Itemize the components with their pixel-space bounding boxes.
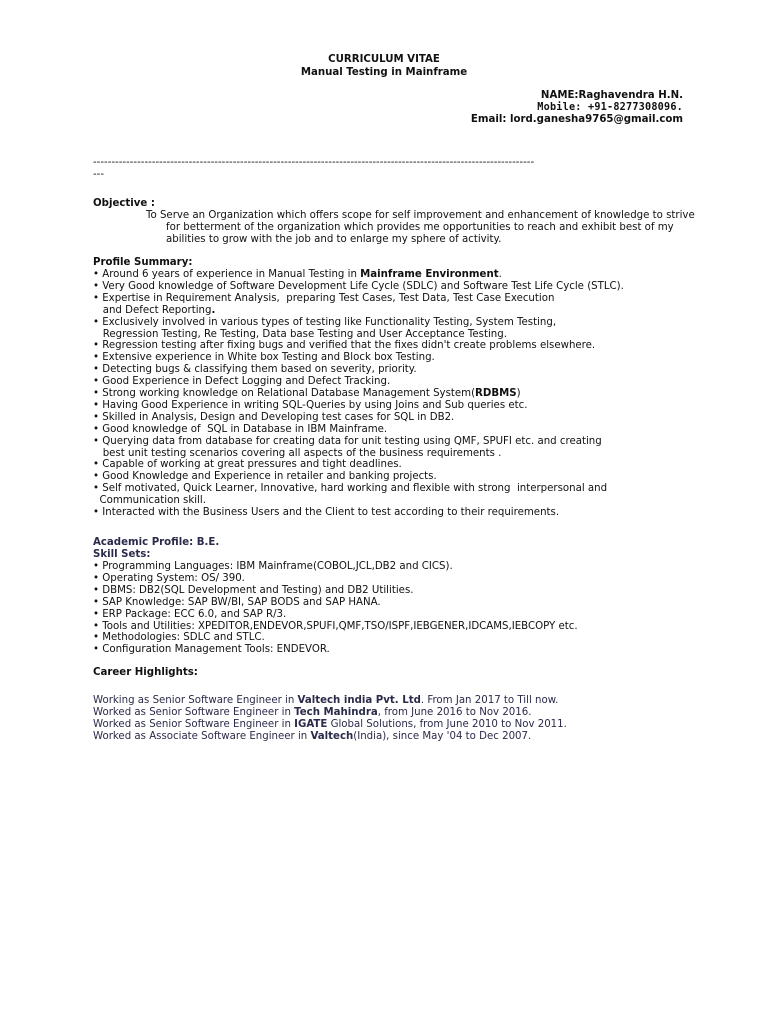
- career-item: [93, 695, 558, 706]
- career-item-text: . From Jan 2017 to Till now.: [420, 695, 559, 706]
- profile-item: [93, 448, 501, 459]
- email-value: lord.ganesha9765@gmail.com: [509, 114, 683, 125]
- career-item-text: , from June 2016 to Nov 2016.: [377, 706, 532, 718]
- profile-item-emphasis: RDBMS: [475, 388, 517, 399]
- profile-item-text: • Strong working knowledge on Relational Database Management System(: [93, 388, 476, 399]
- profile-item: [93, 495, 206, 506]
- profile-item: [93, 317, 556, 328]
- profile-item: [93, 329, 507, 340]
- profile-item: [93, 281, 624, 292]
- profile-item: [93, 269, 502, 280]
- profile-item: [93, 293, 554, 304]
- profile-item: [93, 364, 417, 375]
- document-subtitle: Manual Testing in Mainframe: [300, 67, 468, 78]
- profile-item-text: • Having Good Experience in writing SQL-Queries by using Joins and Sub queries etc.: [93, 399, 528, 411]
- profile-heading: Profile Summary:: [93, 257, 193, 268]
- profile-item: [93, 305, 215, 316]
- career-company: IGATE: [294, 718, 328, 730]
- profile-item-text: ): [516, 388, 521, 399]
- profile-item: [93, 412, 454, 423]
- profile-item-text: and Defect Reporting: [93, 304, 212, 316]
- name-label: NAME:: [540, 90, 579, 101]
- profile-item: [93, 507, 559, 518]
- profile-item: [93, 471, 437, 482]
- divider-line: ------------------------------------------------------------------------------------------------------------------------: [93, 157, 535, 168]
- profile-item-text: • Interacted with the Business Users and the Client to test according to their requirements.: [93, 507, 560, 518]
- profile-item-text: • Extensive experience in White box Testing and Block box Testing.: [93, 352, 435, 364]
- mobile-value: +91-8277308096.: [587, 102, 683, 113]
- skill-item: • Programming Languages: IBM Mainframe(COBOL,JCL,DB2 and CICS).: [93, 561, 453, 572]
- profile-item-text: • Skilled in Analysis, Design and Developing test cases for SQL in DB2.: [93, 411, 455, 423]
- mobile-line: [537, 102, 683, 113]
- profile-item-text: • Good knowledge of SQL in Database in IBM Mainframe.: [93, 423, 388, 435]
- profile-item-text: • Self motivated, Quick Learner, Innovative, hard working and flexible with strong interpersonal and: [93, 483, 608, 495]
- profile-item: [93, 424, 387, 435]
- profile-item-text: Regression Testing, Re Testing, Data base Testing and User Acceptance Testing.: [93, 328, 507, 340]
- skill-item: • SAP Knowledge: SAP BW/BI, SAP BODS and SAP HANA.: [93, 596, 381, 608]
- email-label: Email:: [470, 114, 507, 125]
- profile-item-text: • Exclusively involved in various types of testing like Functionality Testing, System Testing,: [93, 316, 557, 328]
- objective-text-3: abilities to grow with the job and to enlarge my sphere of activity.: [166, 234, 502, 245]
- career-company: Tech Mahindra: [294, 706, 378, 718]
- divider-line-tail: ---: [93, 169, 105, 180]
- name-value: Raghavendra H.N.: [578, 90, 683, 101]
- profile-item: [93, 459, 402, 470]
- profile-item-text: best unit testing scenarios covering all aspects of the business requirements .: [93, 447, 502, 459]
- skill-item: • Operating System: OS/ 390.: [93, 572, 245, 584]
- profile-item: [93, 376, 390, 387]
- skill-item: • Configuration Management Tools: ENDEVOR.: [93, 644, 330, 656]
- profile-item-text: • Very Good knowledge of Software Development Life Cycle (SDLC) and Software Test Life Cycle (STLC).: [93, 280, 624, 292]
- profile-item: [93, 388, 521, 399]
- career-item-text: (India), since May '04 to Dec 2007.: [353, 730, 532, 742]
- objective-text-1: To Serve an Organization which offers scope for self improvement and enhancement of knowledge to strive: [146, 210, 695, 221]
- profile-item-text: .: [498, 269, 502, 280]
- profile-item: [93, 400, 527, 411]
- skill-item: • ERP Package: ECC 6.0, and SAP R/3.: [93, 608, 287, 620]
- career-item: [93, 719, 567, 730]
- mobile-label: Mobile:: [537, 102, 582, 113]
- email-line: [471, 114, 683, 125]
- profile-item-emphasis: Mainframe Environment: [360, 269, 499, 280]
- career-item-text: Working as Senior Software Engineer in: [93, 695, 298, 706]
- profile-item: [93, 352, 435, 363]
- profile-item-text: • Around 6 years of experience in Manual Testing in: [93, 269, 361, 280]
- profile-item-text: • Good Knowledge and Experience in retailer and banking projects.: [93, 471, 437, 483]
- skills-heading: Skill Sets:: [93, 549, 151, 560]
- profile-item-text: • Capable of working at great pressures and tight deadlines.: [93, 459, 402, 471]
- academic-heading: Academic Profile: B.E.: [93, 537, 220, 548]
- profile-item-emphasis: .: [211, 304, 216, 316]
- career-item-text: Worked as Senior Software Engineer in: [93, 718, 295, 730]
- profile-item-text: Communication skill.: [93, 495, 206, 507]
- document-title: CURRICULUM VITAE: [328, 54, 440, 65]
- profile-item-text: • Querying data from database for creating data for unit testing using QMF, SPUFI etc. and creating: [93, 435, 602, 447]
- profile-item-text: • Good Experience in Defect Logging and Defect Tracking.: [93, 376, 391, 388]
- profile-item-text: • Expertise in Requirement Analysis, preparing Test Cases, Test Data, Test Case Execution: [93, 292, 555, 304]
- profile-item: [93, 483, 607, 494]
- career-company: Valtech: [310, 730, 354, 742]
- objective-heading: Objective :: [93, 198, 155, 209]
- career-company: Valtech india Pvt. Ltd: [297, 695, 421, 706]
- name-line: [541, 90, 683, 101]
- career-item-text: Worked as Associate Software Engineer in: [93, 730, 311, 742]
- career-item-text: Global Solutions, from June 2010 to Nov 2011.: [327, 718, 567, 730]
- career-heading: Career Highlights:: [93, 667, 198, 678]
- skill-item: • Tools and Utilities: XPEDITOR,ENDEVOR,SPUFI,QMF,TSO/ISPF,IEBGENER,IDCAMS,IEBCOPY etc.: [93, 620, 578, 632]
- skill-item: • Methodologies: SDLC and STLC.: [93, 632, 265, 644]
- objective-text-2: for betterment of the organization which provides me opportunities to reach and exhibit best of my: [166, 222, 674, 233]
- profile-item-text: • Regression testing after fixing bugs and verified that the fixes didn't create problems elsewhere.: [93, 340, 596, 352]
- profile-item: [93, 436, 602, 447]
- career-item: [93, 707, 531, 718]
- profile-item-text: • Detecting bugs & classifying them based on severity, priority.: [93, 364, 417, 376]
- skill-item: • DBMS: DB2(SQL Development and Testing) and DB2 Utilities.: [93, 584, 414, 596]
- profile-item: [93, 340, 595, 351]
- career-item-text: Worked as Senior Software Engineer in: [93, 706, 295, 718]
- career-item: [93, 731, 531, 742]
